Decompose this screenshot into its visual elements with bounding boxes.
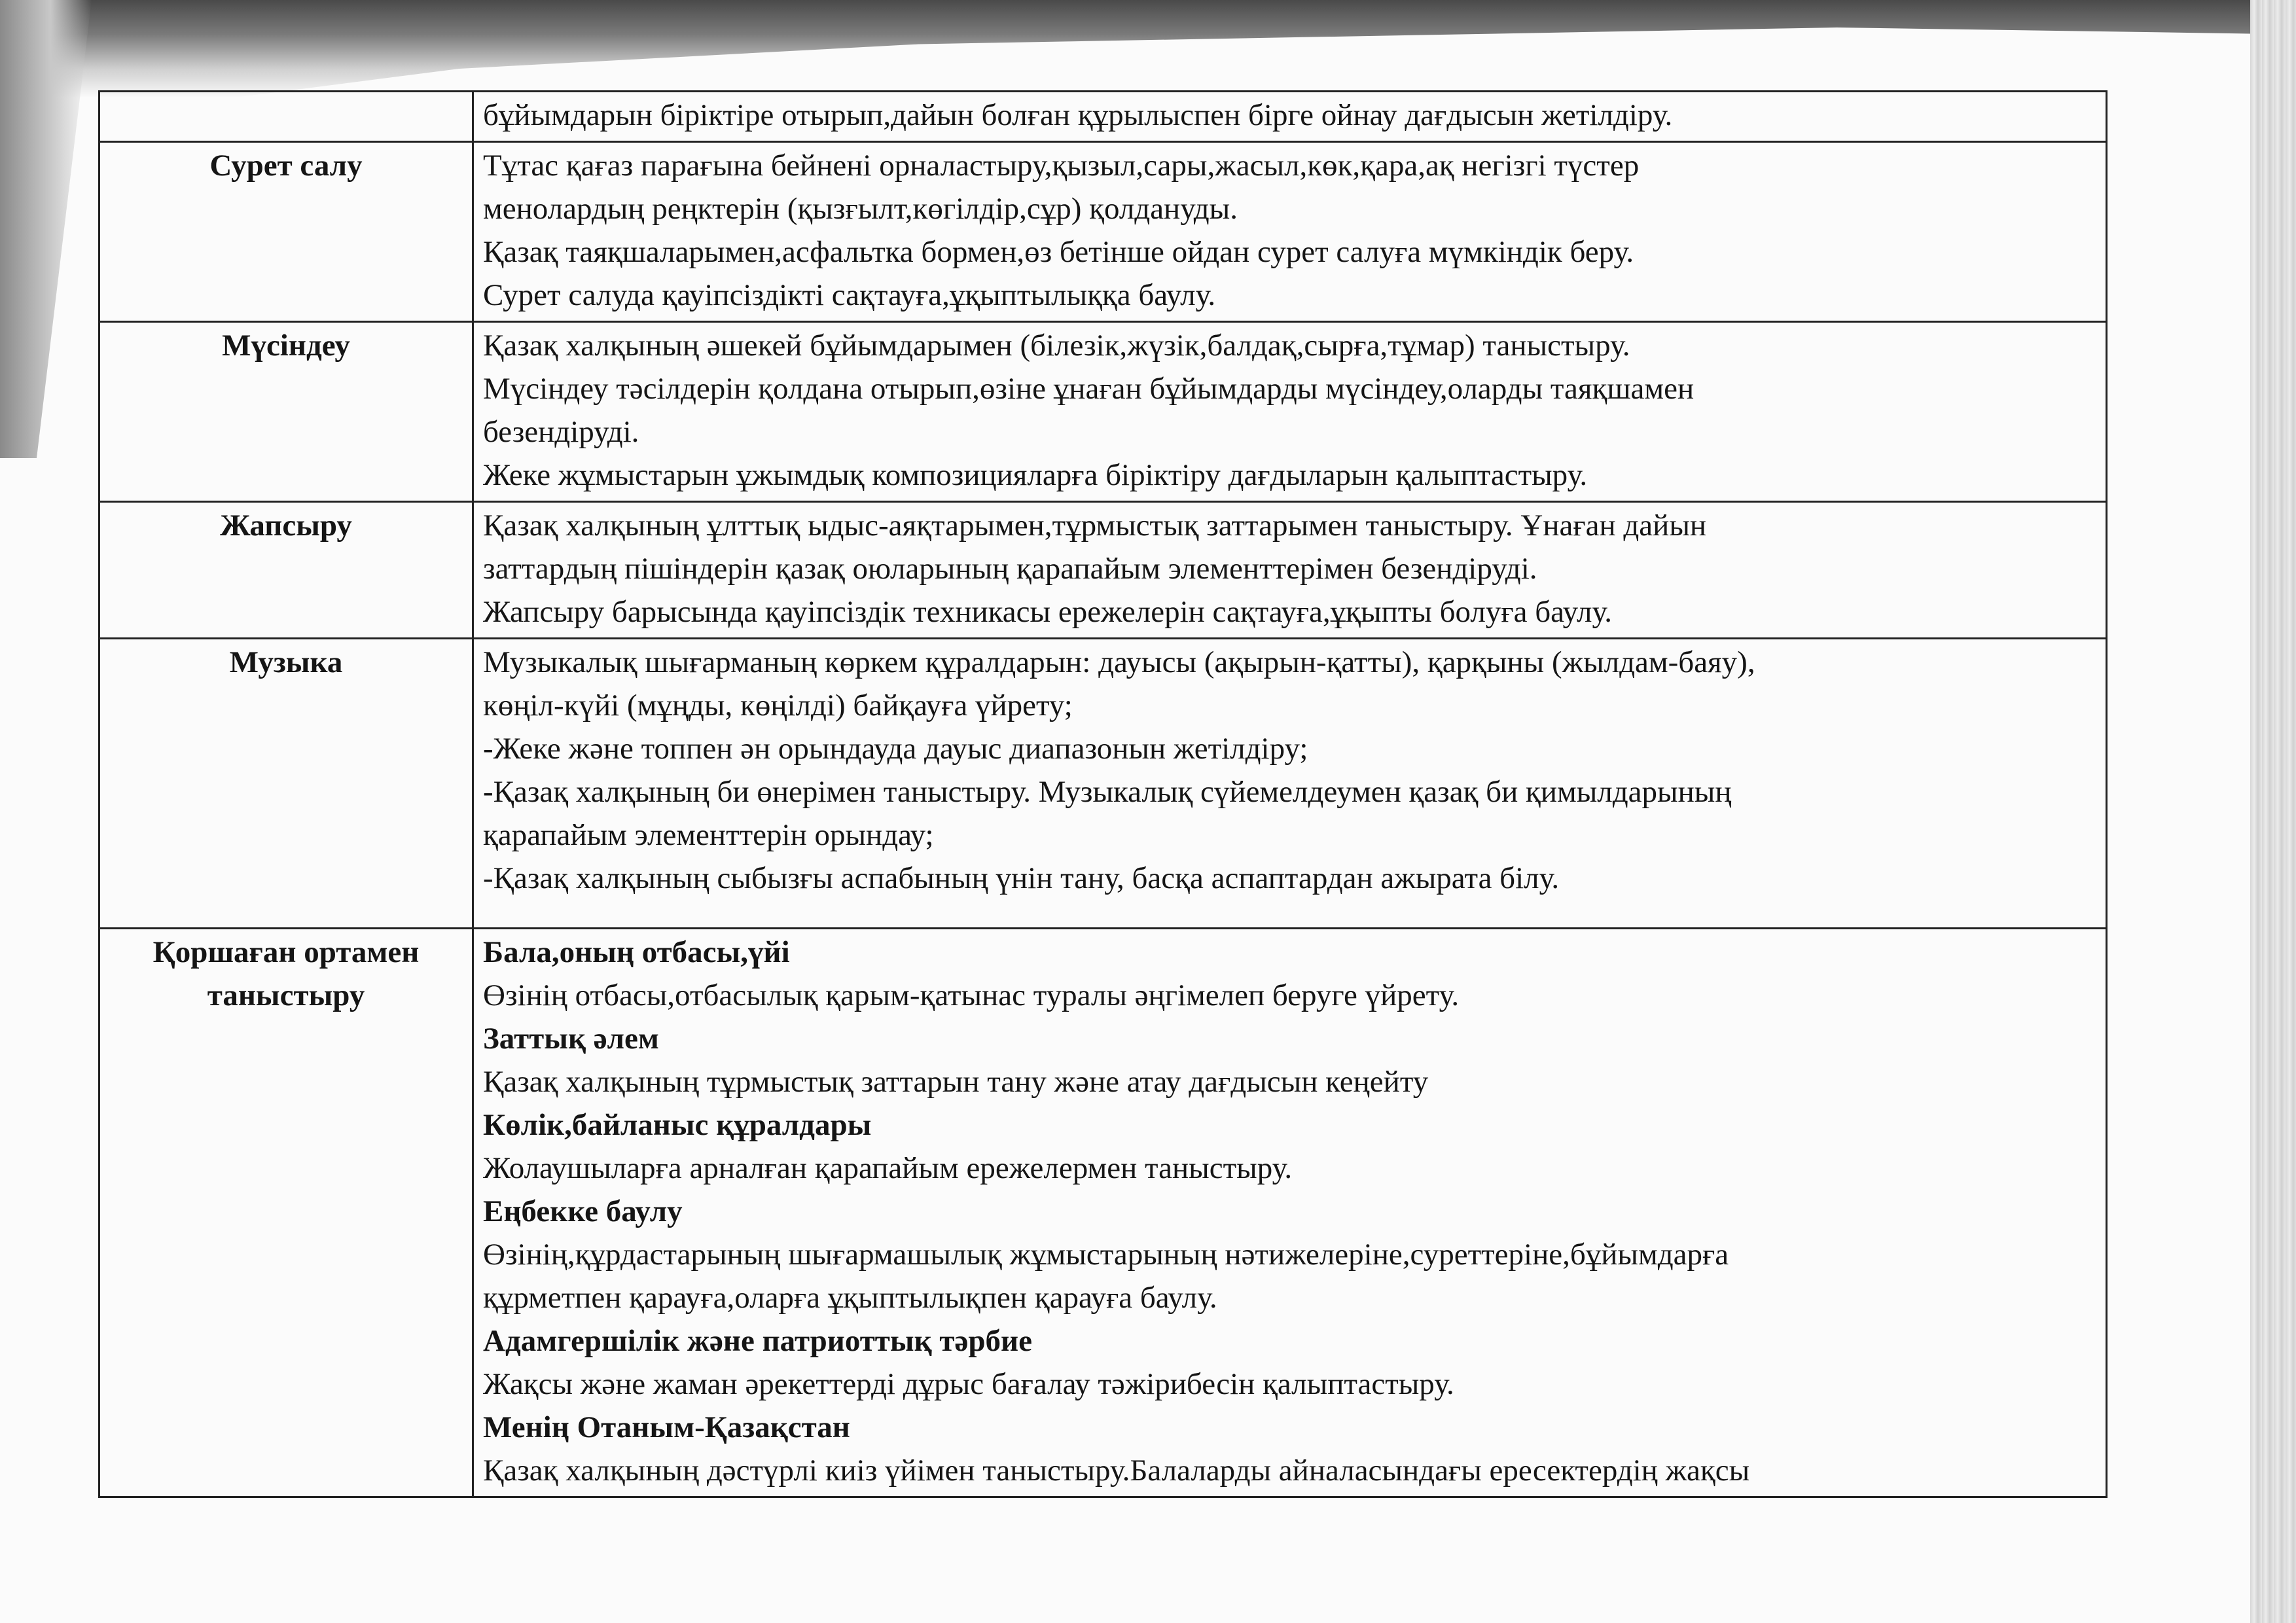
content-cell <box>473 142 2107 322</box>
content-line: Жақсы және жаман әрекеттерді дұрыс бағалау тәжірибесін қалыптастыру. <box>483 1367 1454 1401</box>
content-line: Қазақ халқының тұрмыстық заттарын тану және атау дағдысын кеңейту <box>483 1065 1429 1099</box>
content-cell <box>473 639 2107 929</box>
section-heading: Еңбекке баулу <box>483 1194 683 1228</box>
content-line: -Жеке және топпен ән орындауда дауыс диапазонын жетілдіру; <box>483 732 1308 766</box>
content-line: қарапайым элементтерін орындау; <box>483 818 934 852</box>
content-line: Тұтас қағаз парағына бейнені орналастыру,қызыл,сары,жасыл,көк,қара,ақ негізгі түстер <box>483 149 1640 183</box>
content-cell <box>473 502 2107 639</box>
scan-shadow-left <box>0 0 92 458</box>
content-line: заттардың пішіндерін қазақ оюларының қарапайым элементтерімен безендіруді. <box>483 552 1537 586</box>
subject-cell: Музыка <box>99 639 473 929</box>
content-line: Қазақ халқының дәстүрлі киіз үйімен таныстыру.Балаларды айналасындағы ересектердің жақсы <box>483 1454 1750 1488</box>
curriculum-table <box>98 90 2108 1498</box>
subject-cell: Жапсыру <box>99 502 473 639</box>
table-row <box>99 142 2107 322</box>
content-cell <box>473 929 2107 1497</box>
subject-cell <box>99 929 473 1497</box>
section-heading: Бала,оның отбасы,үйі <box>483 935 790 969</box>
content-line: менолардың реңктерін (қызғылт,көгілдір,сұр) қолдануды. <box>483 192 1238 226</box>
table-row <box>99 502 2107 639</box>
content-line: Қазақ таяқшаларымен,асфальтка бормен,өз бетінше ойдан сурет салуға мүмкіндік беру. <box>483 235 1634 269</box>
content-cell <box>473 92 2107 142</box>
content-line: -Қазақ халқының сыбызғы аспабының үнін тану, басқа аспаптардан ажырата білу. <box>483 861 1560 895</box>
content-line: Сурет салуда қауіпсіздікті сақтауға,ұқыптылыққа баулу. <box>483 278 1216 312</box>
section-heading: Менің Отаным-Қазақстан <box>483 1410 850 1444</box>
subject-cell: Мүсіндеу <box>99 322 473 502</box>
table-row <box>99 639 2107 929</box>
content-line: бұйымдарын біріктіре отырып,дайын болған құрылыспен бірге ойнау дағдысын жетілдіру. <box>483 98 1673 132</box>
table-row <box>99 929 2107 1497</box>
subject-cell <box>99 92 473 142</box>
content-line: Жеке жұмыстарын ұжымдық композицияларға біріктіру дағдыларын қалыптастыру. <box>483 458 1588 492</box>
scan-shadow-top <box>0 0 2296 98</box>
section-heading: Заттық әлем <box>483 1022 659 1056</box>
content-line: Қазақ халқының әшекей бұйымдарымен (білезік,жүзік,балдақ,сырға,тұмар) таныстыру. <box>483 329 1630 363</box>
section-heading: Адамгершілік және патриоттық тәрбие <box>483 1324 1032 1358</box>
scan-page-edges <box>2250 0 2296 1623</box>
content-line: Жолаушыларға арналған қарапайым ережелермен таныстыру. <box>483 1151 1293 1185</box>
subject-line: таныстыру <box>207 978 365 1012</box>
content-line: Өзінің,құрдастарының шығармашылық жұмыстарының нәтижелеріне,суреттеріне,бұйымдарға <box>483 1238 1729 1272</box>
table-row <box>99 92 2107 142</box>
content-line: көңіл-күйі (мұңды, көңілді) байқауға үйрету; <box>483 688 1073 722</box>
content-cell <box>473 322 2107 502</box>
content-line: Музыкалық шығарманың көркем құралдарын: дауысы (ақырын-қатты), қарқыны (жылдам-баяу), <box>483 645 1755 679</box>
content-line: безендіруді. <box>483 415 639 449</box>
content-line: -Қазақ халқының би өнерімен таныстыру. Музыкалық сүйемелдеумен қазақ би қимылдарының <box>483 775 1732 809</box>
subject-line: Қоршаған ортамен <box>152 935 420 969</box>
content-line: Өзінің отбасы,отбасылық қарым-қатынас туралы әңгімелеп беруге үйрету. <box>483 978 1460 1012</box>
subject-cell: Сурет салу <box>99 142 473 322</box>
section-heading: Көлік,байланыс құралдары <box>483 1108 872 1142</box>
content-line: Мүсіндеу тәсілдерін қолдана отырып,өзіне ұнаған бұйымдарды мүсіндеу,оларды таяқшамен <box>483 372 1695 406</box>
content-line: Қазақ халқының ұлттық ыдыс-аяқтарымен,тұрмыстық заттарымен таныстыру. Ұнаған дайын <box>483 508 1707 543</box>
table-row <box>99 322 2107 502</box>
content-line: құрметпен қарауға,оларға ұқыптылықпен қарауға баулу. <box>483 1281 1217 1315</box>
content-line: Жапсыру барысында қауіпсіздік техникасы ережелерін сақтауға,ұқыпты болуға баулу. <box>483 595 1613 629</box>
